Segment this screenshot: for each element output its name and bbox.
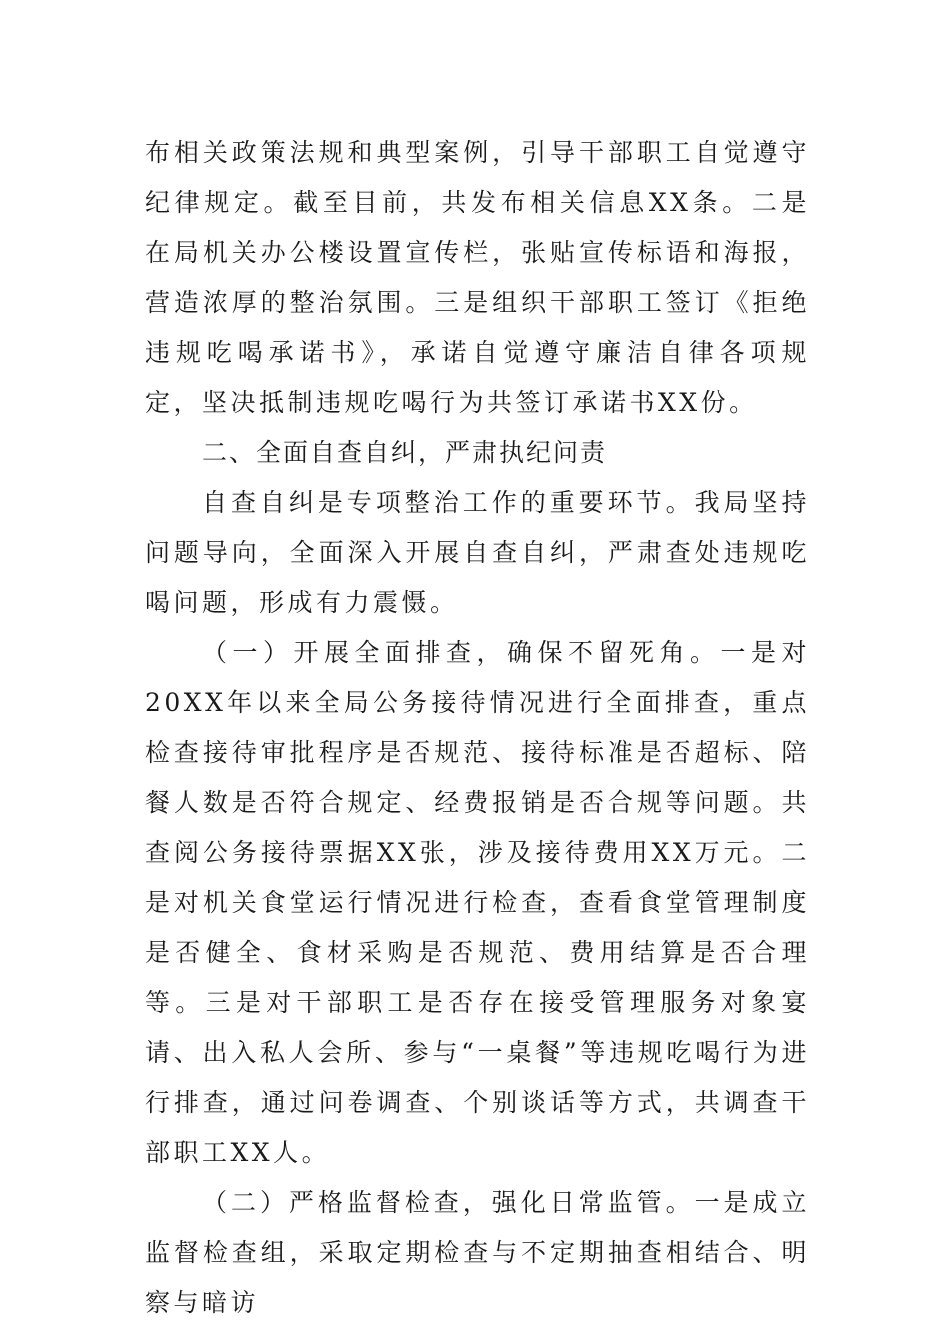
document-body [145,128,810,1328]
paragraph-subsection-2: （二）严格监督检查，强化日常监管。一是成立监督检查组，采取定期检查与不定期抽查相结合、明察与暗访 [145,1188,810,1317]
paragraph-intro: 自查自纠是专项整治工作的重要环节。我局坚持问题导向，全面深入开展自查自纠，严肃查处违规吃喝问题，形成有力震慑。 [145,488,810,617]
paragraph-continuation: 布相关政策法规和典型案例，引导干部职工自觉遵守纪律规定。截至目前，共发布相关信息XX条。二是在局机关办公楼设置宣传栏，张贴宣传标语和海报，营造浓厚的整治氛围。三是组织干部职工签订《拒绝违规吃喝承诺书》，承诺自觉遵守廉洁自律各项规定，坚决抵制违规吃喝行为共签订承诺书XX份。 [145,138,810,417]
section-heading: 二、全面自查自纠，严肃执纪问责 [202,438,608,467]
paragraph-subsection-1: （一）开展全面排查，确保不留死角。一是对20XX年以来全局公务接待情况进行全面排查，重点检查接待审批程序是否规范、接待标准是否超标、陪餐人数是否符合规定、经费报销是否合规等问题。共查阅公务接待票据XX张，涉及接待费用XX万元。二是对机关食堂运行情况进行检查，查看食堂管理制度是否健全、食材采购是否规范、费用结算是否合理等。三是对干部职工是否存在接受管理服务对象宴请、出入私人会所、参与“一桌餐”等违规吃喝行为进行排查，通过问卷调查、个别谈话等方式，共调查干部职工XX人。 [145,638,810,1167]
